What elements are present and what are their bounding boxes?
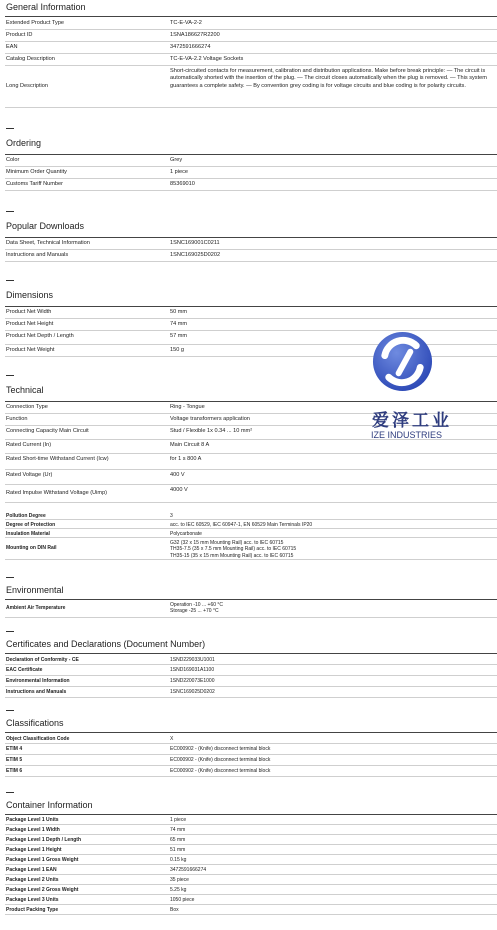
row-value: 4000 V bbox=[170, 487, 188, 493]
row-value: 1050 piece bbox=[170, 897, 195, 903]
table-row bbox=[5, 155, 497, 167]
row-label: Product Net Depth / Length bbox=[6, 333, 74, 339]
section-dash bbox=[6, 577, 14, 578]
table-row bbox=[5, 470, 497, 485]
row-value: 74 mm bbox=[170, 321, 188, 327]
row-value: acc. to IEC 60529, IEC 60947-1, EN 60529 Main Terminals IP20 bbox=[170, 522, 313, 528]
section-title-certificates: Certificates and Declarations (Document Number) bbox=[6, 639, 206, 649]
table-row bbox=[5, 538, 497, 560]
row-label: ETIM 5 bbox=[6, 757, 23, 763]
table-row bbox=[5, 734, 497, 744]
row-label: Rated Impulse Withstand Voltage (Uimp) bbox=[6, 490, 108, 496]
section-rule bbox=[5, 732, 497, 733]
row-value: 1SNC169025D0202 bbox=[170, 689, 215, 695]
table-row bbox=[5, 66, 497, 108]
row-value: 65 mm bbox=[170, 837, 186, 843]
table-row bbox=[5, 865, 497, 875]
row-value: EC000902 - (Knife) disconnect terminal block bbox=[170, 768, 271, 774]
table-row bbox=[5, 18, 497, 30]
table-row bbox=[5, 815, 497, 825]
section-dash bbox=[6, 280, 14, 281]
row-value: TC-E-VA-2.2 Voltage Sockets bbox=[170, 56, 244, 62]
row-label: Package Level 1 EAN bbox=[6, 867, 57, 873]
row-label: Pollution Degree bbox=[6, 513, 46, 519]
row-label: Function bbox=[6, 416, 28, 422]
row-label: Package Level 1 Gross Weight bbox=[6, 857, 79, 863]
row-value: EC000902 - (Knife) disconnect terminal block bbox=[170, 757, 271, 763]
table-row bbox=[5, 42, 497, 54]
row-label: Product Net Width bbox=[6, 309, 52, 315]
row-value: 1SNC169001C0211 bbox=[170, 240, 220, 246]
row-value: 3472591666274 bbox=[170, 867, 207, 873]
row-label: Product ID bbox=[6, 32, 33, 38]
row-value: 1 piece bbox=[170, 169, 189, 175]
table-row bbox=[5, 529, 497, 538]
table-row bbox=[5, 307, 497, 319]
row-label: Ambient Air Temperature bbox=[6, 605, 66, 611]
row-value: Box bbox=[170, 907, 179, 913]
row-value: Stud / Flexible 1x 0.34 ... 10 mm² bbox=[170, 428, 253, 434]
row-label: Connection Type bbox=[6, 404, 48, 410]
row-label: Color bbox=[6, 157, 20, 163]
row-label: Package Level 2 Gross Weight bbox=[6, 887, 79, 893]
row-value: 5.25 kg bbox=[170, 887, 187, 893]
table-row bbox=[5, 250, 497, 262]
row-value: Main Circuit 8 A bbox=[170, 442, 210, 448]
table-row bbox=[5, 54, 497, 66]
row-value: 1SND169031A1100 bbox=[170, 667, 215, 673]
row-label: Object Classification Code bbox=[6, 736, 70, 742]
row-value: 1SNC169025D0202 bbox=[170, 252, 221, 258]
row-label: Package Level 1 Depth / Length bbox=[6, 837, 82, 843]
row-value: 1 piece bbox=[170, 817, 187, 823]
row-label: Product Net Height bbox=[6, 321, 54, 327]
row-label: Product Net Weight bbox=[6, 347, 55, 353]
row-label: Package Level 1 Height bbox=[6, 847, 62, 853]
table-row bbox=[5, 520, 497, 529]
section-dash bbox=[6, 375, 14, 376]
row-label: Rated Short-time Withstand Current (Icw) bbox=[6, 456, 109, 462]
row-value: 150 g bbox=[170, 347, 184, 353]
row-value: Ring - Tongue bbox=[170, 404, 205, 410]
row-label: Rated Current (In) bbox=[6, 442, 52, 448]
row-label: ETIM 4 bbox=[6, 746, 23, 752]
row-label: EAC Certificate bbox=[6, 667, 43, 673]
table-row bbox=[5, 600, 497, 618]
section-dash bbox=[6, 211, 14, 212]
row-label: Package Level 3 Units bbox=[6, 897, 59, 903]
watermark-cn: 爱泽工业 bbox=[372, 411, 452, 431]
section-dash bbox=[6, 128, 14, 129]
section-dash bbox=[6, 792, 14, 793]
row-value: G32 (32 x 15 mm Mounting Rail) acc. to IEC 60715 TH35-7.5 (35 x 7.5 mm Mounting Rail) acc. to IEC 60715 TH35-15 (35 x 15 mm Mounting Rail) acc. to IEC 60715 bbox=[170, 540, 297, 559]
section-title-technical: Technical bbox=[6, 385, 44, 395]
section-title-general: General Information bbox=[6, 2, 86, 12]
row-value: 85369010 bbox=[170, 181, 195, 187]
row-value: Voltage transformers application bbox=[170, 416, 250, 422]
row-value: 1SND220073E1000 bbox=[170, 678, 215, 684]
table-row bbox=[5, 744, 497, 755]
table-row bbox=[5, 511, 497, 520]
row-value: 57 mm bbox=[170, 333, 188, 339]
table-row bbox=[5, 875, 497, 885]
table-row bbox=[5, 30, 497, 42]
row-label: Mounting on DIN Rail bbox=[6, 545, 57, 551]
row-label: Catalog Description bbox=[6, 56, 55, 62]
row-value: TC-E-VA-2-2 bbox=[170, 20, 202, 26]
table-row bbox=[5, 238, 497, 250]
row-label: Product Packing Type bbox=[6, 907, 59, 913]
table-row bbox=[5, 665, 497, 676]
table-row bbox=[5, 454, 497, 470]
row-label: Degree of Protection bbox=[6, 522, 56, 528]
watermark-en: IZE INDUSTRIES bbox=[371, 430, 443, 440]
table-row bbox=[5, 687, 497, 698]
table-row bbox=[5, 179, 497, 191]
row-value: 1SNA186627R2200 bbox=[170, 32, 220, 38]
section-dash bbox=[6, 631, 14, 632]
table-row bbox=[5, 895, 497, 905]
row-value: 1SND229033U1001 bbox=[170, 657, 215, 663]
section-title-ordering: Ordering bbox=[6, 138, 42, 148]
row-value: Polycarbonate bbox=[170, 531, 202, 537]
section-dash bbox=[6, 710, 14, 711]
table-row bbox=[5, 835, 497, 845]
section-title-downloads: Popular Downloads bbox=[6, 221, 85, 231]
section-title-container: Container Information bbox=[6, 800, 93, 810]
row-value: Short-circuited contacts for measurement, calibration and distribution applications. Make before break principle: — The circuit is automatically shorted with the insertion of the plug. — The circuit closes automatically when the plug is removed. — This system guarantees a complete safety. — By convention grey coding is for voltage circuits and blue coding is for polarity circuits. bbox=[170, 68, 487, 89]
table-row bbox=[5, 676, 497, 687]
section-title-classifications: Classifications bbox=[6, 718, 64, 728]
row-value: 3 bbox=[170, 513, 173, 519]
table-row bbox=[5, 766, 497, 777]
section-title-dimensions: Dimensions bbox=[6, 290, 54, 300]
row-label: Minimum Order Quantity bbox=[6, 169, 67, 175]
ize-logo-icon bbox=[371, 330, 434, 393]
row-label: Package Level 1 Width bbox=[6, 827, 60, 833]
row-value: 74 mm bbox=[170, 827, 186, 833]
row-label: Declaration of Conformity - CE bbox=[6, 657, 79, 663]
section-rule bbox=[5, 653, 497, 654]
section-title-environmental: Environmental bbox=[6, 585, 64, 595]
row-label: Extended Product Type bbox=[6, 20, 65, 26]
row-value: 35 piece bbox=[170, 877, 189, 883]
row-value: 0.15 kg bbox=[170, 857, 187, 863]
row-label: Data Sheet, Technical Information bbox=[6, 240, 90, 246]
section-rule bbox=[5, 16, 497, 17]
table-row bbox=[5, 855, 497, 865]
table-row bbox=[5, 755, 497, 766]
table-row bbox=[5, 845, 497, 855]
row-value: Grey bbox=[170, 157, 183, 163]
row-label: Connecting Capacity Main Circuit bbox=[6, 428, 89, 434]
row-label: Long Description bbox=[6, 83, 48, 89]
row-label: Customs Tariff Number bbox=[6, 181, 63, 187]
row-label: Insulation Material bbox=[6, 531, 50, 537]
row-value: Operation -10 ... +60 °C Storage -25 ... +70 °C bbox=[170, 602, 224, 615]
table-row bbox=[5, 885, 497, 895]
row-value: 50 mm bbox=[170, 309, 188, 315]
row-value: X bbox=[170, 736, 174, 742]
row-label: EAN bbox=[6, 44, 18, 50]
row-label: ETIM 6 bbox=[6, 768, 23, 774]
row-value: 51 mm bbox=[170, 847, 186, 853]
table-row bbox=[5, 485, 497, 503]
row-value: for 1 s 800 A bbox=[170, 456, 202, 462]
row-label: Package Level 2 Units bbox=[6, 877, 59, 883]
row-value: 400 V bbox=[170, 472, 185, 478]
row-label: Rated Voltage (Ur) bbox=[6, 472, 53, 478]
table-row bbox=[5, 440, 497, 454]
table-row bbox=[5, 655, 497, 665]
row-label: Instructions and Manuals bbox=[6, 689, 67, 695]
row-value: EC000902 - (Knife) disconnect terminal block bbox=[170, 746, 271, 752]
row-label: Instructions and Manuals bbox=[6, 252, 69, 258]
table-row bbox=[5, 825, 497, 835]
row-value: 3472591666274 bbox=[170, 44, 211, 50]
table-row bbox=[5, 167, 497, 179]
row-label: Environmental Information bbox=[6, 678, 70, 684]
row-label: Package Level 1 Units bbox=[6, 817, 59, 823]
table-row bbox=[5, 905, 497, 915]
